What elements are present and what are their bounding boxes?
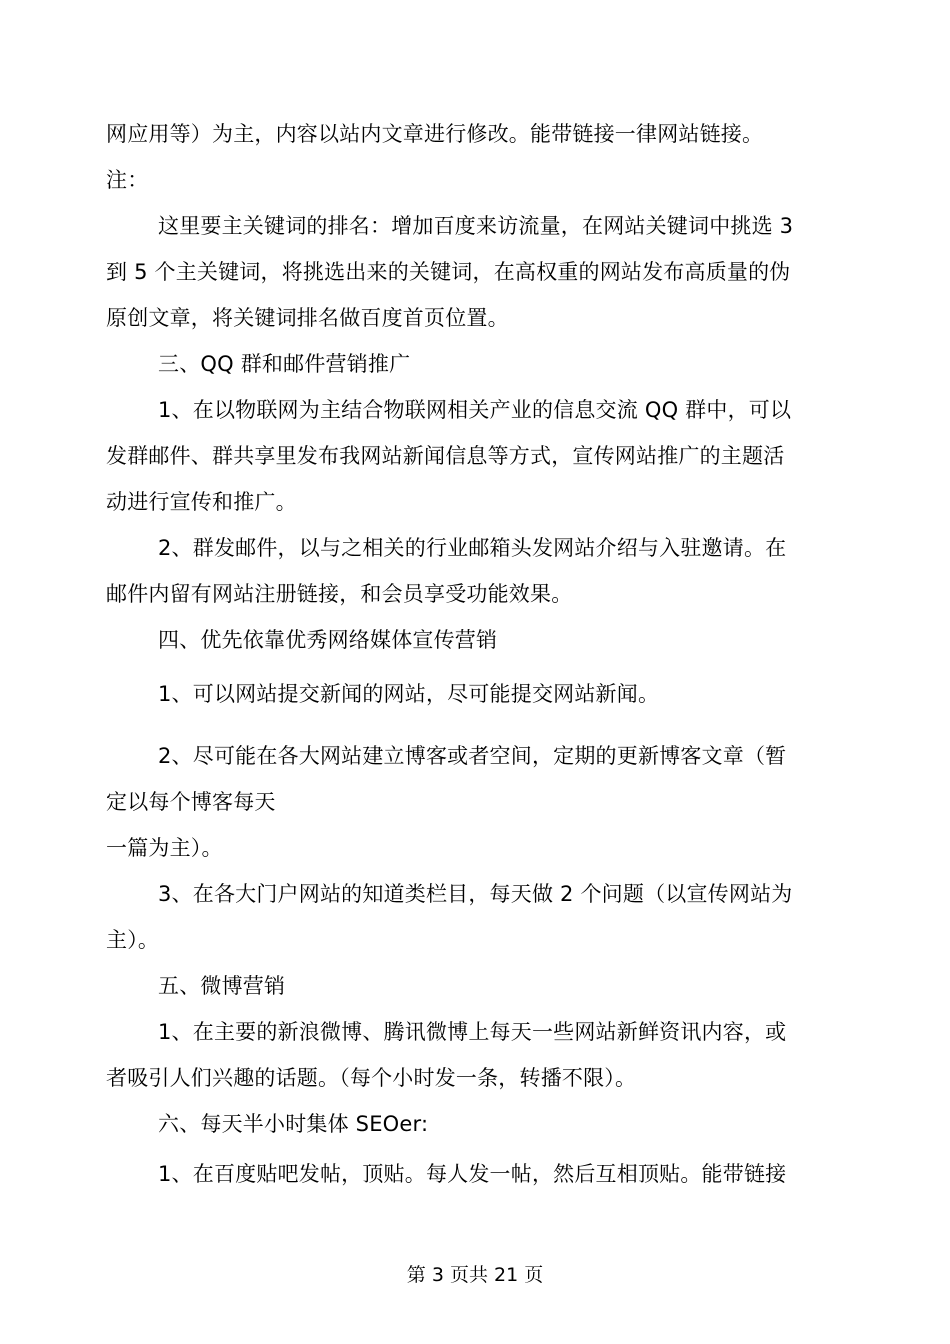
section-heading: 六、每天半小时集体 SEOer: [158, 1112, 429, 1136]
text-line: 者吸引人们兴趣的话题。（每个小时发一条，转播不限）。 [106, 1066, 637, 1090]
text-line: 动进行宣传和推广。 [106, 490, 297, 514]
text-line: 定以每个博客每天 [106, 790, 276, 814]
text-line: 原创文章，将关键词排名做百度首页位置。 [106, 306, 509, 330]
text-line: 1、在以物联网为主结合物联网相关产业的信息交流 QQ 群中，可以 [158, 398, 792, 422]
page-number-footer: 第 3 页共 21 页 [406, 1264, 544, 1286]
note-label: 注： [106, 168, 149, 192]
text-line: 主）。 [106, 928, 160, 952]
section-heading: 五、微博营销 [158, 974, 286, 998]
text-line: 这里要主关键词的排名：增加百度来访流量，在网站关键词中挑选 3 [158, 214, 794, 238]
text-line: 网应用等）为主，内容以站内文章进行修改。能带链接一律网站链接。 [106, 122, 764, 146]
text-line: 邮件内留有网站注册链接，和会员享受功能效果。 [106, 582, 573, 606]
text-line: 到 5 个主关键词，将挑选出来的关键词，在高权重的网站发布高质量的伪 [106, 260, 791, 284]
section-heading: 三、QQ 群和邮件营销推广 [158, 352, 411, 376]
text-line: 1、可以网站提交新闻的网站，尽可能提交网站新闻。 [158, 682, 660, 706]
text-line: 一篇为主）。 [106, 836, 223, 860]
text-line: 1、在百度贴吧发帖，顶贴。每人发一帖，然后互相顶贴。能带链接 [158, 1162, 787, 1186]
section-heading: 四、优先依靠优秀网络媒体宣传营销 [158, 628, 498, 652]
text-line: 3、在各大门户网站的知道类栏目，每天做 2 个问题（以宣传网站为 [158, 882, 793, 906]
text-line: 发群邮件、群共享里发布我网站新闻信息等方式，宣传网站推广的主题活 [106, 444, 785, 468]
text-line: 1、在主要的新浪微博、腾讯微博上每天一些网站新鲜资讯内容，或 [158, 1020, 787, 1044]
text-line: 2、尽可能在各大网站建立博客或者空间，定期的更新博客文章（暂 [158, 744, 787, 768]
text-line: 2、群发邮件，以与之相关的行业邮箱头发网站介绍与入驻邀请。在 [158, 536, 787, 560]
